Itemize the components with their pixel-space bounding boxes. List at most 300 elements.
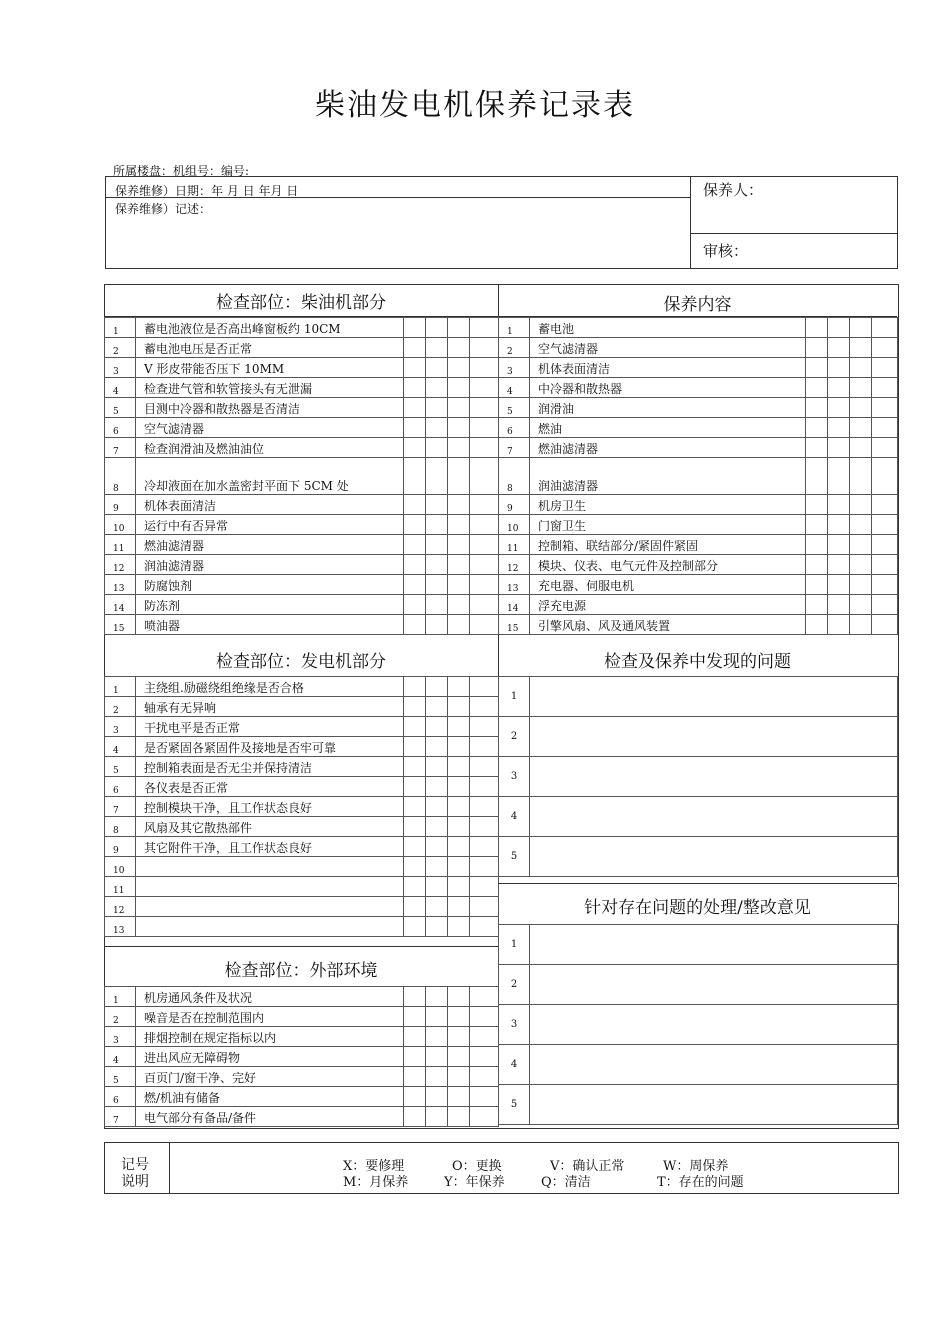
check-cell[interactable]	[828, 358, 850, 378]
check-cell[interactable]	[404, 757, 426, 777]
check-cell[interactable]	[404, 438, 426, 458]
check-cell[interactable]	[426, 857, 448, 877]
check-cell[interactable]	[404, 318, 426, 338]
check-cell[interactable]	[448, 495, 470, 515]
check-cell[interactable]	[872, 575, 898, 595]
table-row	[105, 1087, 499, 1107]
entry-cell[interactable]	[530, 757, 898, 797]
entry-cell[interactable]	[530, 965, 898, 1005]
check-cell[interactable]	[872, 378, 898, 398]
row-label: V 形皮带能否压下 10MM	[136, 358, 404, 378]
check-cell[interactable]	[426, 777, 448, 797]
check-cell[interactable]	[448, 615, 470, 635]
check-cell[interactable]	[448, 595, 470, 615]
check-cell[interactable]	[426, 697, 448, 717]
divider	[104, 946, 498, 947]
check-cell[interactable]	[448, 677, 470, 697]
table-row	[105, 797, 499, 817]
legend-q: Q：清洁	[541, 1175, 591, 1190]
check-cell[interactable]	[426, 338, 448, 358]
check-cell[interactable]	[426, 458, 448, 495]
check-cell[interactable]	[448, 857, 470, 877]
check-cell[interactable]	[470, 575, 499, 595]
table-row	[105, 418, 499, 438]
check-cell[interactable]	[404, 378, 426, 398]
check-cell[interactable]	[872, 535, 898, 555]
check-cell[interactable]	[872, 358, 898, 378]
check-cell[interactable]	[404, 987, 426, 1007]
check-cell[interactable]	[426, 817, 448, 837]
row-number: 1	[105, 318, 136, 338]
check-cell[interactable]	[828, 458, 850, 495]
check-cell[interactable]	[404, 677, 426, 697]
check-cell[interactable]	[850, 555, 872, 575]
check-cell[interactable]	[426, 318, 448, 338]
legend-label-1: 记号	[121, 1157, 149, 1173]
table-row	[105, 897, 499, 917]
check-cell[interactable]	[470, 378, 499, 398]
check-cell[interactable]	[828, 338, 850, 358]
check-cell[interactable]	[828, 555, 850, 575]
check-cell[interactable]	[426, 555, 448, 575]
row-number: 3	[105, 1027, 136, 1047]
table-row	[105, 535, 499, 555]
check-cell[interactable]	[426, 1007, 448, 1027]
check-cell[interactable]	[426, 717, 448, 737]
check-cell[interactable]	[850, 438, 872, 458]
row-number: 4	[105, 1047, 136, 1067]
check-cell[interactable]	[470, 777, 499, 797]
check-cell[interactable]	[404, 877, 426, 897]
check-cell[interactable]	[872, 438, 898, 458]
row-label: 主绕组.励磁绕组绝缘是否合格	[136, 677, 404, 697]
check-cell[interactable]	[426, 917, 448, 937]
check-cell[interactable]	[470, 318, 499, 338]
check-cell[interactable]	[426, 797, 448, 817]
row-number: 10	[105, 515, 136, 535]
row-label: 排烟控制在规定指标以内	[136, 1027, 404, 1047]
check-cell[interactable]	[872, 595, 898, 615]
check-cell[interactable]	[404, 897, 426, 917]
row-label: 蓄电池液位是否高出峰窗板约 10CM	[136, 318, 404, 338]
row-label: 空气滤清器	[136, 418, 404, 438]
check-cell[interactable]	[426, 495, 448, 515]
check-cell[interactable]	[448, 717, 470, 737]
check-cell[interactable]	[426, 535, 448, 555]
check-cell[interactable]	[470, 837, 499, 857]
row-number: 1	[499, 925, 530, 965]
env-heading: 检查部位：外部环境	[224, 961, 378, 981]
table-row	[499, 535, 898, 555]
check-cell[interactable]	[404, 817, 426, 837]
check-cell[interactable]	[448, 535, 470, 555]
check-cell[interactable]	[404, 917, 426, 937]
check-cell[interactable]	[470, 757, 499, 777]
check-cell[interactable]	[470, 717, 499, 737]
check-cell[interactable]	[470, 817, 499, 837]
diesel-heading: 检查部位：柴油机部分	[216, 293, 386, 313]
table-row	[105, 917, 499, 937]
check-cell[interactable]	[448, 1047, 470, 1067]
check-cell[interactable]	[404, 595, 426, 615]
table-row	[105, 1067, 499, 1087]
check-cell[interactable]	[426, 897, 448, 917]
check-cell[interactable]	[426, 398, 448, 418]
reviewer-field[interactable]: 审核：	[703, 242, 749, 260]
entry-cell[interactable]	[530, 677, 898, 717]
check-cell[interactable]	[850, 378, 872, 398]
check-cell[interactable]	[806, 418, 828, 438]
check-cell[interactable]	[448, 555, 470, 575]
check-cell[interactable]	[806, 398, 828, 418]
check-cell[interactable]	[426, 438, 448, 458]
check-cell[interactable]	[404, 857, 426, 877]
check-cell[interactable]	[448, 817, 470, 837]
row-number: 8	[105, 458, 136, 495]
entry-cell[interactable]	[530, 1005, 898, 1045]
row-number: 11	[105, 877, 136, 897]
table-row	[105, 757, 499, 777]
row-label	[136, 857, 404, 877]
check-cell[interactable]	[470, 535, 499, 555]
check-cell[interactable]	[470, 438, 499, 458]
check-cell[interactable]	[426, 515, 448, 535]
check-cell[interactable]	[470, 987, 499, 1007]
check-cell[interactable]	[470, 418, 499, 438]
check-cell[interactable]	[404, 458, 426, 495]
row-label: 引擎风扇、风及通风装置	[530, 615, 806, 635]
check-cell[interactable]	[470, 495, 499, 515]
check-cell[interactable]	[850, 418, 872, 438]
check-cell[interactable]	[404, 1027, 426, 1047]
check-cell[interactable]	[806, 495, 828, 515]
check-cell[interactable]	[426, 677, 448, 697]
check-cell[interactable]	[404, 515, 426, 535]
check-cell[interactable]	[404, 615, 426, 635]
check-cell[interactable]	[828, 398, 850, 418]
check-cell[interactable]	[850, 495, 872, 515]
check-cell[interactable]	[806, 438, 828, 458]
check-cell[interactable]	[426, 1107, 448, 1127]
check-cell[interactable]	[850, 575, 872, 595]
check-cell[interactable]	[404, 1047, 426, 1067]
check-cell[interactable]	[872, 495, 898, 515]
check-cell[interactable]	[448, 438, 470, 458]
check-cell[interactable]	[404, 777, 426, 797]
actions-table	[498, 924, 898, 1125]
maint-heading: 保养内容	[663, 295, 732, 315]
check-cell[interactable]	[806, 458, 828, 495]
check-cell[interactable]	[470, 555, 499, 575]
table-row	[105, 555, 499, 575]
check-cell[interactable]	[426, 757, 448, 777]
table-row	[499, 418, 898, 438]
check-cell[interactable]	[828, 595, 850, 615]
check-cell[interactable]	[470, 595, 499, 615]
row-number: 3	[105, 358, 136, 378]
check-cell[interactable]	[404, 837, 426, 857]
entry-cell[interactable]	[530, 925, 898, 965]
check-cell[interactable]	[828, 495, 850, 515]
check-cell[interactable]	[448, 358, 470, 378]
check-cell[interactable]	[448, 897, 470, 917]
row-number: 5	[105, 398, 136, 418]
row-label: 防冻剂	[136, 595, 404, 615]
row-number: 4	[105, 737, 136, 757]
check-cell[interactable]	[404, 535, 426, 555]
check-cell[interactable]	[448, 1087, 470, 1107]
check-cell[interactable]	[806, 318, 828, 338]
check-cell[interactable]	[426, 378, 448, 398]
check-cell[interactable]	[404, 358, 426, 378]
check-cell[interactable]	[448, 777, 470, 797]
check-cell[interactable]	[426, 877, 448, 897]
row-number: 5	[105, 757, 136, 777]
check-cell[interactable]	[448, 1067, 470, 1087]
row-number: 7	[105, 1107, 136, 1127]
row-number: 1	[105, 987, 136, 1007]
maintainer-field[interactable]: 保养人：	[703, 181, 764, 199]
check-cell[interactable]	[470, 515, 499, 535]
row-label: 空气滤清器	[530, 338, 806, 358]
check-cell[interactable]	[426, 358, 448, 378]
check-cell[interactable]	[404, 717, 426, 737]
check-cell[interactable]	[404, 338, 426, 358]
check-cell[interactable]	[872, 515, 898, 535]
row-label: 控制模块干净，且工作状态良好	[136, 797, 404, 817]
check-cell[interactable]	[448, 877, 470, 897]
row-label: 控制箱表面是否无尘并保持清洁	[136, 757, 404, 777]
check-cell[interactable]	[470, 615, 499, 635]
check-cell[interactable]	[470, 358, 499, 378]
check-cell[interactable]	[470, 897, 499, 917]
legend-w: W：周保养	[663, 1159, 729, 1174]
check-cell[interactable]	[404, 398, 426, 418]
table-row	[499, 495, 898, 515]
check-cell[interactable]	[404, 1087, 426, 1107]
check-cell[interactable]	[872, 318, 898, 338]
check-cell[interactable]	[404, 575, 426, 595]
check-cell[interactable]	[426, 1067, 448, 1087]
check-cell[interactable]	[448, 987, 470, 1007]
check-cell[interactable]	[806, 378, 828, 398]
check-cell[interactable]	[828, 318, 850, 338]
row-number: 2	[499, 965, 530, 1005]
row-label: 浮充电源	[530, 595, 806, 615]
check-cell[interactable]	[426, 987, 448, 1007]
entry-cell[interactable]	[530, 717, 898, 757]
table-row	[105, 615, 499, 635]
check-cell[interactable]	[448, 1007, 470, 1027]
check-cell[interactable]	[448, 757, 470, 777]
check-cell[interactable]	[470, 398, 499, 418]
check-cell[interactable]	[872, 398, 898, 418]
check-cell[interactable]	[448, 378, 470, 398]
row-label: 控制箱、联结部分/紧固件紧固	[530, 535, 806, 555]
check-cell[interactable]	[426, 737, 448, 757]
table-row	[105, 697, 499, 717]
table-row	[499, 398, 898, 418]
divider	[169, 1142, 170, 1193]
check-cell[interactable]	[850, 318, 872, 338]
check-cell[interactable]	[448, 575, 470, 595]
check-cell[interactable]	[828, 575, 850, 595]
description-field[interactable]: 保养维修）记述：	[115, 202, 212, 216]
table-row	[105, 717, 499, 737]
check-cell[interactable]	[872, 338, 898, 358]
check-cell[interactable]	[850, 458, 872, 495]
check-cell[interactable]	[448, 797, 470, 817]
row-label: 燃油	[530, 418, 806, 438]
check-cell[interactable]	[828, 378, 850, 398]
check-cell[interactable]	[872, 458, 898, 495]
check-cell[interactable]	[850, 338, 872, 358]
check-cell[interactable]	[448, 737, 470, 757]
date-field[interactable]: 保养维修）日期：年 月 日 年月 日	[115, 184, 299, 198]
check-cell[interactable]	[470, 1107, 499, 1127]
row-number: 7	[105, 438, 136, 458]
row-number: 13	[105, 917, 136, 937]
check-cell[interactable]	[404, 1107, 426, 1127]
check-cell[interactable]	[470, 1047, 499, 1067]
check-cell[interactable]	[448, 837, 470, 857]
check-cell[interactable]	[404, 1067, 426, 1087]
check-cell[interactable]	[850, 595, 872, 615]
check-cell[interactable]	[426, 1027, 448, 1047]
check-cell[interactable]	[806, 338, 828, 358]
check-cell[interactable]	[828, 615, 850, 635]
check-cell[interactable]	[470, 877, 499, 897]
table-row	[499, 677, 898, 717]
entry-cell[interactable]	[530, 1085, 898, 1125]
check-cell[interactable]	[426, 1047, 448, 1067]
check-cell[interactable]	[448, 697, 470, 717]
check-cell[interactable]	[470, 338, 499, 358]
check-cell[interactable]	[426, 575, 448, 595]
table-row	[105, 378, 499, 398]
table-row	[105, 737, 499, 757]
row-label: 门窗卫生	[530, 515, 806, 535]
check-cell[interactable]	[806, 615, 828, 635]
check-cell[interactable]	[850, 515, 872, 535]
table-row	[499, 595, 898, 615]
row-number: 8	[105, 817, 136, 837]
check-cell[interactable]	[404, 1007, 426, 1027]
actions-heading: 针对存在问题的处理/整改意见	[584, 898, 811, 918]
row-label: 轴承有无异响	[136, 697, 404, 717]
check-cell[interactable]	[448, 458, 470, 495]
row-label: 百页门/窗干净、完好	[136, 1067, 404, 1087]
check-cell[interactable]	[470, 1027, 499, 1047]
check-cell[interactable]	[448, 398, 470, 418]
table-row	[499, 965, 898, 1005]
check-cell[interactable]	[426, 837, 448, 857]
check-cell[interactable]	[426, 595, 448, 615]
check-cell[interactable]	[470, 857, 499, 877]
check-cell[interactable]	[850, 615, 872, 635]
check-cell[interactable]	[448, 318, 470, 338]
check-cell[interactable]	[872, 418, 898, 438]
check-cell[interactable]	[850, 398, 872, 418]
check-cell[interactable]	[806, 595, 828, 615]
row-label: 润滑油	[530, 398, 806, 418]
check-cell[interactable]	[426, 615, 448, 635]
check-cell[interactable]	[828, 535, 850, 555]
table-row	[105, 877, 499, 897]
check-cell[interactable]	[448, 1107, 470, 1127]
check-cell[interactable]	[404, 495, 426, 515]
row-label: 其它附件干净，且工作状态良好	[136, 837, 404, 857]
check-cell[interactable]	[426, 1087, 448, 1107]
check-cell[interactable]	[470, 737, 499, 757]
check-cell[interactable]	[448, 515, 470, 535]
check-cell[interactable]	[806, 358, 828, 378]
check-cell[interactable]	[806, 555, 828, 575]
table-row	[105, 837, 499, 857]
row-number: 6	[499, 418, 530, 438]
check-cell[interactable]	[448, 418, 470, 438]
table-row	[499, 438, 898, 458]
row-label	[136, 877, 404, 897]
check-cell[interactable]	[470, 697, 499, 717]
check-cell[interactable]	[806, 515, 828, 535]
check-cell[interactable]	[470, 1007, 499, 1027]
check-cell[interactable]	[850, 535, 872, 555]
check-cell[interactable]	[448, 917, 470, 937]
check-cell[interactable]	[872, 615, 898, 635]
check-cell[interactable]	[850, 358, 872, 378]
entry-cell[interactable]	[530, 797, 898, 837]
check-cell[interactable]	[404, 555, 426, 575]
table-row	[105, 458, 499, 495]
check-cell[interactable]	[404, 418, 426, 438]
check-cell[interactable]	[404, 737, 426, 757]
check-cell[interactable]	[470, 1067, 499, 1087]
check-cell[interactable]	[470, 458, 499, 495]
check-cell[interactable]	[448, 338, 470, 358]
check-cell[interactable]	[426, 418, 448, 438]
table-row	[499, 515, 898, 535]
entry-cell[interactable]	[530, 1045, 898, 1085]
row-label: 燃油滤清器	[530, 438, 806, 458]
table-row	[105, 398, 499, 418]
check-cell[interactable]	[404, 697, 426, 717]
check-cell[interactable]	[828, 515, 850, 535]
entry-cell[interactable]	[530, 837, 898, 877]
check-cell[interactable]	[828, 418, 850, 438]
check-cell[interactable]	[470, 917, 499, 937]
row-number: 12	[499, 555, 530, 575]
check-cell[interactable]	[448, 1027, 470, 1047]
row-label: 防腐蚀剂	[136, 575, 404, 595]
check-cell[interactable]	[806, 535, 828, 555]
check-cell[interactable]	[470, 797, 499, 817]
row-label: 各仪表是否正常	[136, 777, 404, 797]
check-cell[interactable]	[470, 1087, 499, 1107]
check-cell[interactable]	[470, 677, 499, 697]
check-cell[interactable]	[828, 438, 850, 458]
diesel-table	[104, 317, 499, 635]
check-cell[interactable]	[806, 575, 828, 595]
table-row	[499, 1005, 898, 1045]
row-number: 3	[499, 757, 530, 797]
table-row	[499, 615, 898, 635]
check-cell[interactable]	[404, 797, 426, 817]
row-number: 5	[499, 1085, 530, 1125]
check-cell[interactable]	[872, 555, 898, 575]
table-row	[105, 338, 499, 358]
row-label	[136, 917, 404, 937]
